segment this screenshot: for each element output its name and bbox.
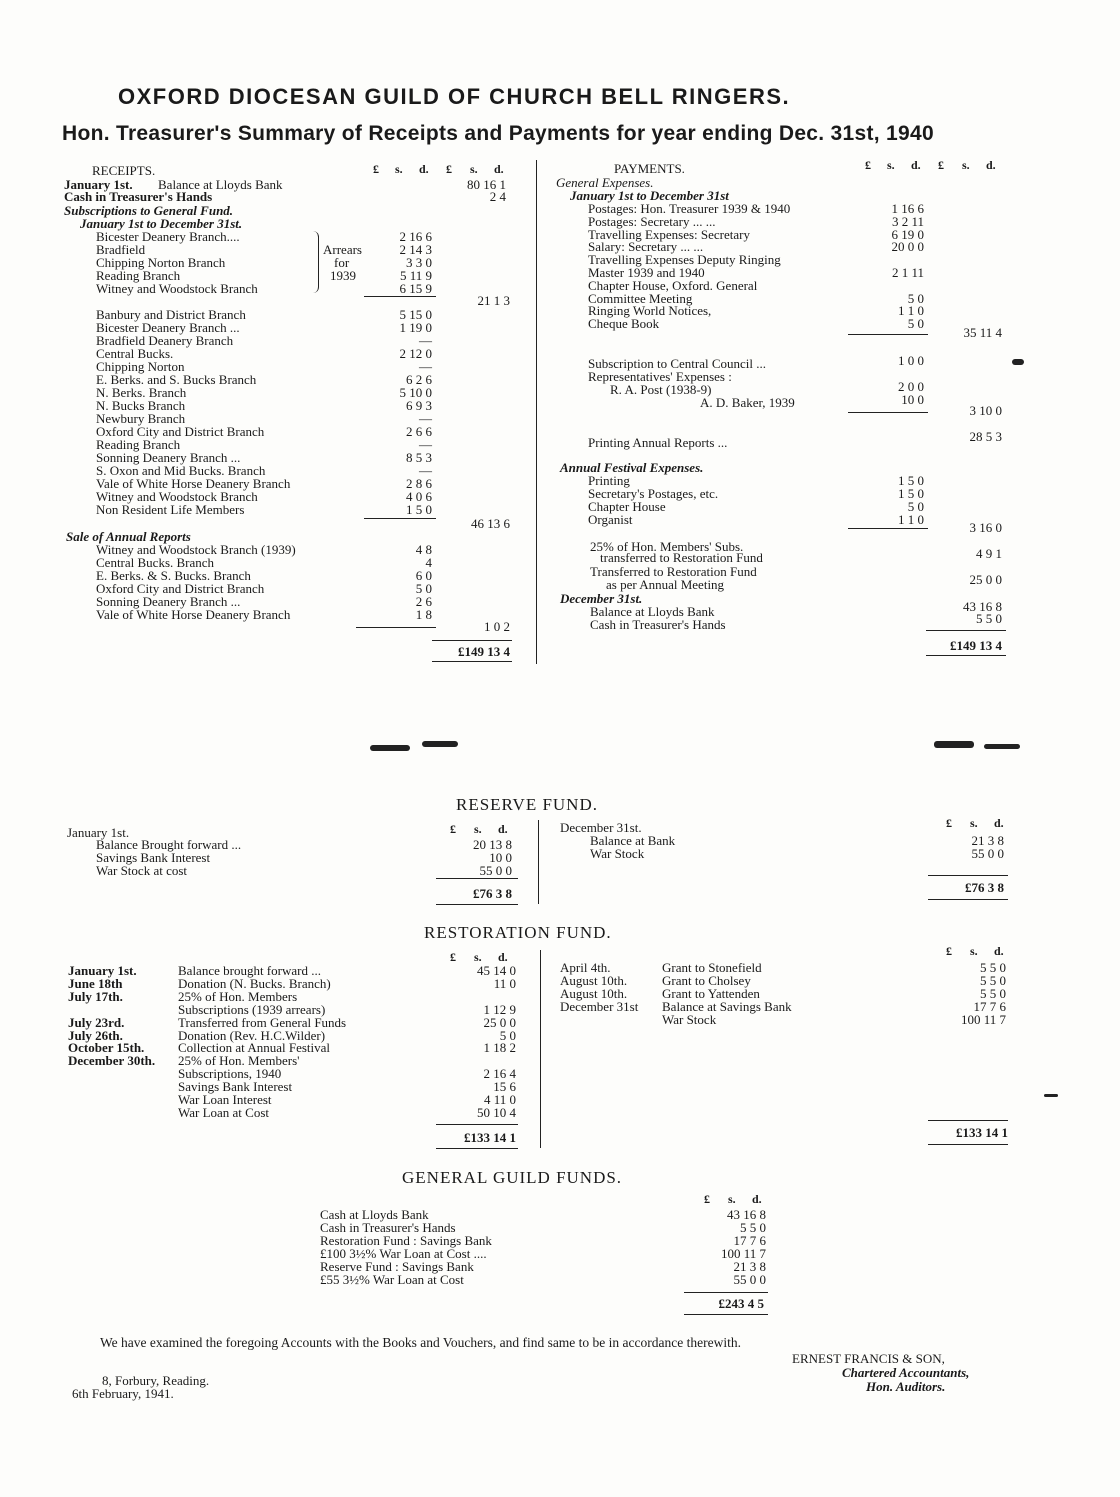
row-value: — <box>419 333 432 348</box>
row-value: 50 10 4 <box>477 1104 516 1120</box>
payments-heading: PAYMENTS. <box>614 161 685 176</box>
printing-reports-value: 28 5 3 <box>969 429 1002 444</box>
payments-total-rule <box>926 630 1006 631</box>
row-date: July 23rd. <box>68 1014 125 1030</box>
rep-row-1-value: 2 0 0 <box>898 379 924 394</box>
row-value: 2 12 0 <box>399 346 432 361</box>
row-value: 8 5 3 <box>406 450 432 465</box>
row-label: N. Berks. Branch <box>96 385 187 400</box>
row-label: Subscriptions, 1940 <box>178 1066 282 1082</box>
row-date: August 10th. <box>560 973 628 988</box>
row-value: 1 19 0 <box>399 320 432 335</box>
row-label: Bicester Deanery Branch.... <box>96 229 240 244</box>
row-value: 5 11 9 <box>399 268 432 283</box>
rep-total: 3 10 0 <box>969 403 1002 418</box>
row-label: Postages: Hon. Treasurer 1939 & 1940 <box>588 201 791 216</box>
row-label: Reading Branch <box>96 437 181 452</box>
row-value: 15 6 <box>493 1079 516 1095</box>
row-label: Cheque Book <box>588 316 660 332</box>
row-label: Banbury and District Branch <box>96 307 246 322</box>
scan-mark-3 <box>934 741 974 748</box>
row-label: Committee Meeting <box>588 290 693 306</box>
rep-row-1-label: R. A. Post (1938-9) <box>610 382 712 397</box>
arrears-total: 21 1 3 <box>477 293 510 308</box>
row-label: Bicester Deanery Branch ... <box>96 320 240 335</box>
transfer-value: 25 0 0 <box>969 572 1002 587</box>
receipts-cash-label: Cash in Treasurer's Hands <box>64 189 213 204</box>
payments-dec31-heading: December 31st. <box>560 591 643 606</box>
row-label: Grant to Stonefield <box>662 960 762 975</box>
row-value: 6 15 9 <box>399 281 432 296</box>
row-value: 21 3 8 <box>733 1259 766 1274</box>
row-value: 6 2 6 <box>406 372 432 387</box>
row-value: 2 14 3 <box>399 242 432 257</box>
row-label: Reserve Fund : Savings Bank <box>320 1259 474 1274</box>
row-date: July 17th. <box>68 988 123 1004</box>
row-label: Oxford City and District Branch <box>96 581 265 596</box>
row-label: E. Berks. & S. Bucks. Branch <box>96 568 251 583</box>
row-label: Master 1939 and 1940 <box>588 265 705 280</box>
row-value: 5 0 <box>415 581 432 596</box>
row-value: 5 0 <box>907 316 924 332</box>
row-value: 5 0 <box>499 1027 516 1043</box>
receipts-subs-heading: Subscriptions to General Fund. <box>64 203 234 218</box>
row-value: 1 12 9 <box>483 1001 516 1017</box>
row-value: — <box>419 437 432 452</box>
branch-rule <box>364 518 436 519</box>
row-label: Grant to Yattenden <box>662 986 760 1001</box>
row-value: 1 5 0 <box>898 473 924 488</box>
row-date: July 26th. <box>68 1027 123 1043</box>
restoration-fund-heading: RESTORATION FUND. <box>424 923 612 942</box>
festival-total: 3 16 0 <box>969 520 1002 535</box>
row-label: Collection at Annual Festival <box>178 1040 331 1056</box>
arrears-note-3: 1939 <box>330 268 356 283</box>
receipts-balance-label: Balance at Lloyds Bank <box>158 177 283 192</box>
receipts-grand-total: £149 13 4 <box>458 644 510 659</box>
row-label: Reading Branch <box>96 268 181 283</box>
receipts-jan1-label: January 1st. <box>64 177 133 192</box>
row-label: Oxford City and District Branch <box>96 424 265 439</box>
row-value: 2 16 6 <box>399 229 432 244</box>
row-value: 5 5 0 <box>980 973 1006 988</box>
row-label: War Loan Interest <box>178 1092 272 1107</box>
row-value: 2 6 <box>415 594 432 609</box>
row-value: 20 13 8 <box>473 837 512 852</box>
row-value: 3 2 11 <box>891 213 924 229</box>
row-value: 6 9 3 <box>406 398 432 413</box>
row-value: 1 1 0 <box>898 512 924 527</box>
row-label: Restoration Fund : Savings Bank <box>320 1233 492 1248</box>
sales-rule <box>356 627 436 628</box>
row-label: Bradfield Deanery Branch <box>96 333 234 348</box>
row-label: Witney and Woodstock Branch <box>96 489 258 504</box>
rep-rule <box>848 412 928 413</box>
row-label: Donation (N. Bucks. Branch) <box>178 975 331 991</box>
printing-reports-label: Printing Annual Reports ... <box>588 435 728 450</box>
row-label: War Loan at Cost <box>178 1104 270 1120</box>
payments-total-rule-2 <box>926 655 1006 656</box>
row-value: 4 11 0 <box>483 1092 516 1107</box>
row-value: 10 0 <box>489 850 512 865</box>
row-value: 5 5 0 <box>740 1220 766 1235</box>
row-value: 20 0 0 <box>891 239 924 255</box>
row-value: 5 5 0 <box>980 986 1006 1001</box>
arrears-rule <box>364 296 436 297</box>
receipts-cash-value: 2 4 <box>489 189 506 204</box>
general-funds-heading: GENERAL GUILD FUNDS. <box>402 1168 623 1187</box>
row-label: Savings Bank Interest <box>96 850 211 865</box>
reserve-divider <box>538 820 539 904</box>
row-date: June 18th <box>68 975 123 991</box>
row-label: Donation (Rev. H.C.Wilder) <box>178 1027 326 1043</box>
row-label: War Stock at cost <box>96 863 188 878</box>
row-label: Savings Bank Interest <box>178 1079 293 1095</box>
receipts-payments-divider <box>536 160 537 664</box>
row-value: 1 5 0 <box>898 486 924 501</box>
hon-members-label-2: transferred to Restoration Fund <box>600 550 763 565</box>
scan-mark-5 <box>1012 359 1024 365</box>
row-label: War Stock <box>662 1012 717 1027</box>
row-value: 5 10 0 <box>399 385 432 400</box>
row-label: £100 3½% War Loan at Cost .... <box>320 1246 487 1261</box>
row-label: Newbury Branch <box>96 411 186 426</box>
row-value: 17 7 6 <box>733 1233 766 1248</box>
general-expenses-period: January 1st to December 31st <box>570 188 729 203</box>
row-label: Central Bucks. <box>96 346 174 361</box>
row-label: Printing <box>588 473 630 488</box>
row-value: 4 <box>425 555 432 570</box>
row-value: 21 3 8 <box>971 833 1004 848</box>
row-label: Grant to Cholsey <box>662 973 751 988</box>
row-label: Organist <box>588 512 633 527</box>
rep-row-2-label: A. D. Baker, 1939 <box>700 395 795 410</box>
general-total: £243 4 5 <box>718 1296 764 1311</box>
row-value: — <box>419 411 432 426</box>
row-date: October 15th. <box>68 1040 145 1056</box>
reserve-right-date: December 31st. <box>560 820 642 835</box>
row-label: Cash in Treasurer's Hands <box>320 1220 456 1235</box>
row-label: 25% of Hon. Members' <box>178 1053 300 1069</box>
receipts-total-rule-2 <box>432 661 512 662</box>
general-expenses-total: 35 11 4 <box>963 325 1002 340</box>
row-label: Witney and Woodstock Branch <box>96 281 258 296</box>
row-value: 3 3 0 <box>406 255 432 270</box>
row-value: 55 0 0 <box>733 1272 766 1287</box>
row-value: — <box>419 359 432 374</box>
restoration-right-total: £133 14 1 <box>956 1125 1008 1140</box>
festival-heading: Annual Festival Expenses. <box>560 460 704 475</box>
receipts-subs-period: January 1st to December 31st. <box>80 216 243 231</box>
payments-grand-total: £149 13 4 <box>950 638 1002 653</box>
sales-heading: Sale of Annual Reports <box>66 529 191 544</box>
row-value: 1 8 <box>415 607 432 622</box>
row-label: N. Bucks Branch <box>96 398 186 413</box>
reserve-left-date: January 1st. <box>67 825 130 840</box>
row-label: War Stock <box>590 846 645 861</box>
row-value: 1 16 6 <box>891 201 924 216</box>
row-label: Postages: Secretary ... ... <box>588 213 716 229</box>
row-value: 2 8 6 <box>406 476 432 491</box>
reserve-right-rule-2 <box>928 899 1008 900</box>
reserve-right-rule <box>928 875 1008 876</box>
row-value: 2 16 4 <box>483 1066 516 1082</box>
row-value: 2 6 6 <box>406 424 432 439</box>
row-label: E. Berks. and S. Bucks Branch <box>96 372 257 387</box>
row-label: Chapter House, Oxford. General <box>588 277 758 293</box>
scan-mark-4 <box>984 744 1020 749</box>
row-label: Subscriptions (1939 arrears) <box>178 1001 326 1017</box>
row-label: Travelling Expenses Deputy Ringing <box>588 252 781 268</box>
row-label: Vale of White Horse Deanery Branch <box>96 476 291 491</box>
central-council-value: 1 0 0 <box>898 353 924 368</box>
page-subtitle: Hon. Treasurer's Summary of Receipts and Payments for year ending Dec. 31st, 1940 <box>62 122 934 145</box>
auditor-address: 8, Forbury, Reading. <box>102 1373 210 1388</box>
branch-total: 46 13 6 <box>471 516 510 531</box>
hon-members-value: 4 9 1 <box>976 546 1002 561</box>
row-value: 100 11 7 <box>960 1012 1006 1027</box>
row-label: £55 3½% War Loan at Cost <box>320 1272 464 1287</box>
row-value: 1 1 0 <box>898 303 924 319</box>
row-value: — <box>419 463 432 478</box>
row-label: Balance Brought forward ... <box>96 837 242 852</box>
row-label: Non Resident Life Members <box>96 502 245 517</box>
transfer-label-1: Transferred to Restoration Fund <box>590 564 757 579</box>
row-label: Balance at Savings Bank <box>662 999 792 1014</box>
row-value: 5 5 0 <box>980 960 1006 975</box>
page-title: OXFORD DIOCESAN GUILD OF CHURCH BELL RINGERS. <box>118 84 791 109</box>
arrears-note-1: Arrears <box>323 242 362 257</box>
restoration-left-rule-2 <box>436 1148 518 1149</box>
row-value: 45 14 0 <box>477 963 516 978</box>
row-label: 25% of Hon. Members <box>178 988 298 1004</box>
auditor-role-2: Hon. Auditors. <box>866 1379 946 1394</box>
sales-total: 1 0 2 <box>484 619 510 634</box>
row-label: Central Bucks. Branch <box>96 555 215 570</box>
row-value: 25 0 0 <box>483 1014 516 1030</box>
row-value: 43 16 8 <box>727 1207 766 1222</box>
row-label: Bradfield <box>96 242 146 257</box>
row-label: Chipping Norton Branch <box>96 255 226 270</box>
general-rule-2 <box>684 1314 768 1315</box>
payments-hands-value: 5 5 0 <box>976 611 1002 626</box>
representatives-label: Representatives' Expenses : <box>588 369 732 384</box>
auditor-role-1: Chartered Accountants, <box>842 1365 970 1380</box>
reserve-left-total: £76 3 8 <box>473 886 512 901</box>
audit-date: 6th February, 1941. <box>72 1386 174 1401</box>
row-label: Secretary's Postages, etc. <box>588 486 719 501</box>
general-expenses-rule <box>848 334 928 335</box>
receipts-total-rule <box>432 640 512 641</box>
transfer-label-2: as per Annual Meeting <box>606 577 725 592</box>
arrears-note-2: for <box>334 255 350 270</box>
payments-hands-label: Cash in Treasurer's Hands <box>590 617 726 632</box>
reserve-fund-heading: RESERVE FUND. <box>456 795 598 814</box>
row-label: Cash at Lloyds Bank <box>320 1207 429 1222</box>
row-label: S. Oxon and Mid Bucks. Branch <box>96 463 266 478</box>
row-label: Witney and Woodstock Branch (1939) <box>96 542 296 557</box>
row-label: Chapter House <box>588 499 666 514</box>
scan-mark-6 <box>1044 1094 1058 1097</box>
row-value: 5 0 <box>907 499 924 514</box>
restoration-left-rule <box>436 1124 518 1125</box>
receipts-balance-value: 80 16 1 <box>467 177 506 192</box>
row-label: Balance brought forward ... <box>178 963 321 978</box>
general-expenses-heading: General Expenses. <box>556 175 654 190</box>
row-value: 2 1 11 <box>891 265 924 280</box>
restoration-divider <box>540 950 541 1148</box>
row-date: December 30th. <box>68 1053 156 1069</box>
festival-rule <box>848 528 928 529</box>
row-label: Ringing World Notices, <box>588 303 712 319</box>
row-label: Salary: Secretary ... ... <box>588 239 704 255</box>
rep-row-2-value: 10 0 <box>901 392 924 407</box>
reserve-left-rule-2 <box>436 904 518 905</box>
row-value: 4 8 <box>415 542 432 557</box>
payments-bank-value: 43 16 8 <box>963 599 1002 614</box>
hon-members-label-1: 25% of Hon. Members' Subs. <box>590 539 744 554</box>
general-rule <box>684 1292 768 1293</box>
row-label: Chipping Norton <box>96 359 185 374</box>
row-value: 5 15 0 <box>399 307 432 322</box>
scan-mark-1 <box>370 745 410 751</box>
row-value: 4 0 6 <box>406 489 432 504</box>
row-value: 5 0 <box>907 290 924 306</box>
reserve-left-rule <box>436 878 518 879</box>
restoration-right-rule <box>928 1120 1008 1121</box>
central-council-label: Subscription to Central Council ... <box>588 356 767 371</box>
row-date: December 31st <box>560 999 639 1014</box>
reserve-right-total: £76 3 8 <box>965 880 1004 895</box>
row-date: August 10th. <box>560 986 628 1001</box>
restoration-right-rule-2 <box>928 1144 1008 1145</box>
row-value: 55 0 0 <box>479 863 512 878</box>
audit-statement: We have examined the foregoing Accounts with the Books and Vouchers, and find same to be in accordance therewith. <box>100 1335 741 1350</box>
row-value: 17 7 6 <box>973 999 1006 1014</box>
auditor-firm: ERNEST FRANCIS & SON, <box>792 1351 945 1366</box>
row-value: 6 0 <box>415 568 432 583</box>
row-value: 55 0 0 <box>971 846 1004 861</box>
row-value: 11 0 <box>493 975 516 991</box>
row-label: Sonning Deanery Branch ... <box>96 594 241 609</box>
row-label: Vale of White Horse Deanery Branch <box>96 607 291 622</box>
row-date: January 1st. <box>68 963 137 978</box>
row-date: April 4th. <box>560 960 611 975</box>
restoration-left-total: £133 14 1 <box>464 1130 516 1145</box>
row-value: 6 19 0 <box>891 226 924 242</box>
payments-bank-label: Balance at Lloyds Bank <box>590 604 715 619</box>
row-label: Sonning Deanery Branch ... <box>96 450 241 465</box>
row-value: 100 11 7 <box>720 1246 766 1261</box>
scan-mark-2 <box>422 741 458 747</box>
row-value: 1 5 0 <box>406 502 432 517</box>
row-value: 1 18 2 <box>483 1040 516 1056</box>
arrears-brace <box>312 231 319 293</box>
row-label: Transferred from General Funds <box>178 1014 347 1030</box>
row-label: Travelling Expenses: Secretary <box>588 226 750 242</box>
row-label: Balance at Bank <box>590 833 676 848</box>
receipts-heading: RECEIPTS. <box>92 163 156 178</box>
